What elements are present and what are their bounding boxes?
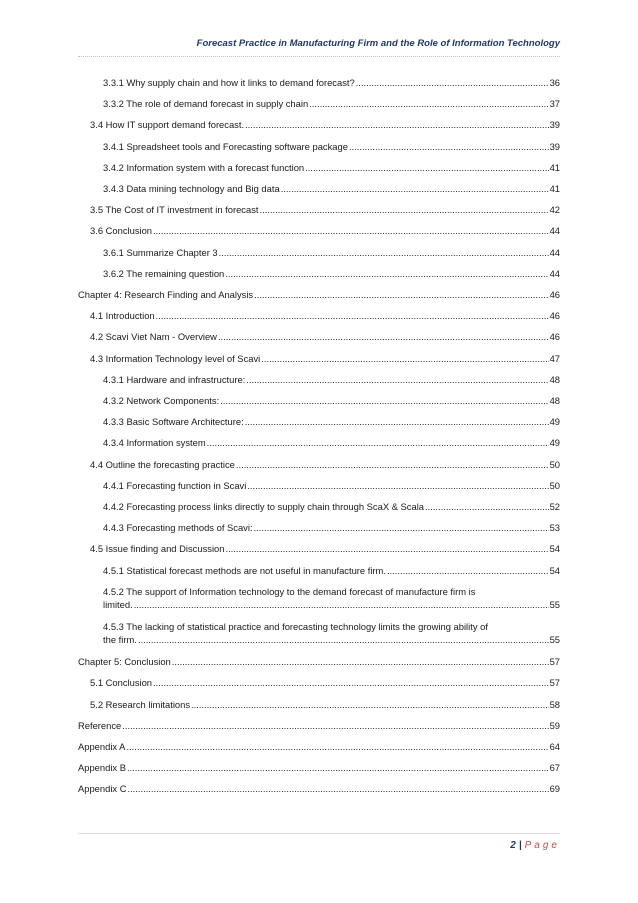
toc-entry-title: 3.5 The Cost of IT investment in forecast <box>90 204 259 216</box>
toc-entry-title: 5.2 Research limitations <box>90 698 191 710</box>
toc-entry[interactable] <box>78 740 560 753</box>
toc-page-number: 46 <box>549 310 560 322</box>
toc-page-number: 36 <box>549 77 560 88</box>
toc-page-number: 59 <box>549 719 560 731</box>
toc-page-number: 47 <box>549 352 560 364</box>
toc-entry-title: 3.4 How IT support demand forecast. <box>90 119 245 131</box>
dot-leader <box>127 782 548 795</box>
dot-leader <box>349 140 549 153</box>
page-number: 2 <box>510 840 516 851</box>
toc-page-number: 44 <box>549 267 560 279</box>
toc-page-number: 54 <box>549 564 560 576</box>
toc-page-number: 44 <box>549 246 560 258</box>
toc-page-number: 39 <box>549 140 560 152</box>
running-header: Forecast Practice in Manufacturing Firm and the Role of Information Technology <box>196 38 560 49</box>
toc-entry[interactable] <box>78 373 560 386</box>
toc-entry-title-continued: limited. <box>103 598 133 610</box>
dot-leader <box>247 479 548 492</box>
dot-leader <box>281 182 549 195</box>
footer-separator: | <box>518 840 522 851</box>
toc-entry[interactable] <box>78 224 560 237</box>
toc-entry-title: 3.4.2 Information system with a forecast function <box>103 161 305 173</box>
toc-page-number: 50 <box>549 458 560 470</box>
dot-leader <box>245 118 548 131</box>
toc-entry[interactable] <box>78 203 560 216</box>
toc-entry[interactable] <box>78 161 560 174</box>
toc-entry-title: 3.4.1 Spreadsheet tools and Forecasting software package <box>103 140 348 152</box>
toc-entry-title: Chapter 5: Conclusion <box>78 656 171 668</box>
toc-entry-title: Appendix C <box>78 783 127 795</box>
toc-page-number: 55 <box>549 598 560 610</box>
dot-leader <box>356 76 549 89</box>
dot-leader <box>153 224 549 237</box>
dot-leader <box>219 246 549 259</box>
toc-entry-title: 5.1 Conclusion <box>90 677 153 689</box>
toc-entry[interactable] <box>78 76 560 89</box>
toc-entry-title: 3.4.3 Data mining technology and Big data <box>103 183 280 194</box>
toc-page-number: 57 <box>549 677 560 689</box>
toc-entry-line2 <box>103 633 560 646</box>
toc-entry[interactable] <box>78 655 560 668</box>
toc-page-number: 41 <box>549 161 560 173</box>
dot-leader <box>127 761 549 774</box>
toc-entry-title: 4.4 Outline the forecasting practice <box>90 458 235 470</box>
toc-entry-title: 4.5 Issue finding and Discussion <box>90 543 225 555</box>
toc-entry[interactable] <box>78 676 560 689</box>
toc-entry[interactable] <box>78 394 560 407</box>
toc-entry-title: 4.3.2 Network Components: <box>103 395 220 406</box>
toc-entry[interactable] <box>78 761 560 774</box>
toc-entry[interactable] <box>78 330 560 343</box>
toc-page-number: 50 <box>549 479 560 491</box>
toc-page-number: 58 <box>549 698 560 710</box>
dot-leader <box>254 521 549 534</box>
toc-entry[interactable] <box>78 182 560 195</box>
toc-entry[interactable] <box>78 352 560 365</box>
dot-leader <box>254 288 548 301</box>
toc-page-number: 46 <box>549 331 560 343</box>
toc-entry-title: 3.6.2 The remaining question <box>103 267 225 279</box>
toc-entry-title: 4.5.1 Statistical forecast methods are not useful in manufacture firm. <box>103 564 386 576</box>
toc-page-number: 49 <box>549 416 560 428</box>
dot-leader <box>245 415 549 428</box>
dot-leader <box>172 655 549 668</box>
toc-page-number: 39 <box>549 119 560 131</box>
toc-entry-line2 <box>103 598 560 611</box>
toc-page-number: 53 <box>549 522 560 534</box>
header-divider <box>78 56 560 57</box>
toc-page-number: 57 <box>549 656 560 668</box>
toc-entry-title: 4.4.1 Forecasting function in Scavi <box>103 479 247 491</box>
dot-leader <box>191 698 549 711</box>
toc-entry[interactable] <box>78 415 560 428</box>
toc-page-number: 48 <box>549 395 560 406</box>
toc-entry[interactable] <box>78 782 560 795</box>
toc-entry[interactable] <box>78 458 560 471</box>
toc-entry-title: 4.4.3 Forecasting methods of Scavi: <box>103 522 253 534</box>
toc-entry[interactable] <box>78 436 560 449</box>
page-label: Page <box>524 840 560 851</box>
toc-entry[interactable] <box>78 564 560 577</box>
toc-entry-title-continued: the firm. <box>103 634 137 645</box>
dot-leader <box>122 719 548 732</box>
toc-entry-title: 4.5.2 The support of Information technology to the demand forecast of manufacture firm is <box>103 585 476 597</box>
dot-leader <box>126 740 548 753</box>
toc-page-number: 69 <box>549 783 560 795</box>
toc-page-number: 49 <box>549 437 560 449</box>
toc-entry-title: Reference <box>78 719 122 731</box>
toc-entry[interactable] <box>78 542 560 555</box>
toc-entry-title: 3.3.2 The role of demand forecast in supply chain <box>103 98 309 110</box>
toc-entry-title: 4.1 Introduction <box>90 310 155 322</box>
toc-entry[interactable] <box>78 719 560 732</box>
toc-page-number: 44 <box>549 225 560 237</box>
dot-leader <box>236 458 549 471</box>
toc-entry[interactable] <box>78 267 560 280</box>
dot-leader <box>156 309 549 322</box>
toc-entry[interactable] <box>78 97 560 110</box>
toc-entry-title: 4.3.3 Basic Software Architecture: <box>103 416 244 428</box>
toc-page-number: 42 <box>549 204 560 216</box>
dot-leader <box>225 267 548 280</box>
toc-entry-title: 4.3.4 Information system <box>103 437 206 449</box>
toc-entry-title: 4.5.3 The lacking of statistical practice and forecasting technology limits the growing ability of <box>103 621 488 632</box>
dot-leader <box>425 500 549 513</box>
toc-entry[interactable] <box>78 246 560 259</box>
toc-entry-title: 3.6 Conclusion <box>90 225 153 237</box>
dot-leader <box>259 203 548 216</box>
toc-page-number: 52 <box>549 501 560 512</box>
toc-entry[interactable] <box>78 500 560 513</box>
toc-entry-title: 3.6.1 Summarize Chapter 3 <box>103 246 218 258</box>
toc-entry-title: Appendix B <box>78 762 126 774</box>
toc-page-number: 41 <box>549 183 560 194</box>
toc-page-number: 54 <box>549 543 560 555</box>
toc-entry-title: 3.3.1 Why supply chain and how it links to demand forecast? <box>103 77 355 88</box>
dot-leader <box>153 676 549 689</box>
toc-page-number: 64 <box>549 741 560 752</box>
toc-entry[interactable] <box>78 140 560 153</box>
toc-page-number: 67 <box>549 762 560 774</box>
toc-page-number: 37 <box>549 98 560 110</box>
dot-leader <box>134 598 549 611</box>
toc-entry-title: 4.4.2 Forecasting process links directly to supply chain through ScaX & Scala <box>103 501 424 512</box>
toc-entry-title: 4.3 Information Technology level of Scavi <box>90 352 261 364</box>
toc-page-number: 55 <box>549 634 560 645</box>
dot-leader <box>305 161 548 174</box>
toc-entry[interactable] <box>78 698 560 711</box>
dot-leader <box>220 394 548 407</box>
footer-divider <box>78 833 560 834</box>
page-footer <box>78 840 560 851</box>
dot-leader <box>246 373 548 386</box>
toc-entry[interactable] <box>78 118 560 131</box>
toc-entry-title: Appendix A <box>78 741 126 752</box>
dot-leader <box>309 97 548 110</box>
toc-entry[interactable] <box>78 309 560 322</box>
toc-entry[interactable] <box>78 288 560 301</box>
dot-leader <box>138 633 549 646</box>
dot-leader <box>207 436 549 449</box>
dot-leader <box>225 542 548 555</box>
toc-page-number: 48 <box>549 373 560 385</box>
toc-entry-title: 4.3.1 Hardware and infrastructure: <box>103 373 246 385</box>
toc-entry[interactable] <box>78 585 560 611</box>
toc-entry-title: Chapter 4: Research Finding and Analysis <box>78 289 254 300</box>
dot-leader <box>261 352 548 365</box>
toc-entry[interactable] <box>78 479 560 492</box>
toc-entry-title: 4.2 Scavi Viet Nam - Overview <box>90 331 217 343</box>
toc-page-number: 46 <box>549 289 560 300</box>
dot-leader <box>387 564 549 577</box>
toc-entry[interactable] <box>78 521 560 534</box>
toc-entry[interactable] <box>78 620 560 646</box>
dot-leader <box>218 330 549 343</box>
